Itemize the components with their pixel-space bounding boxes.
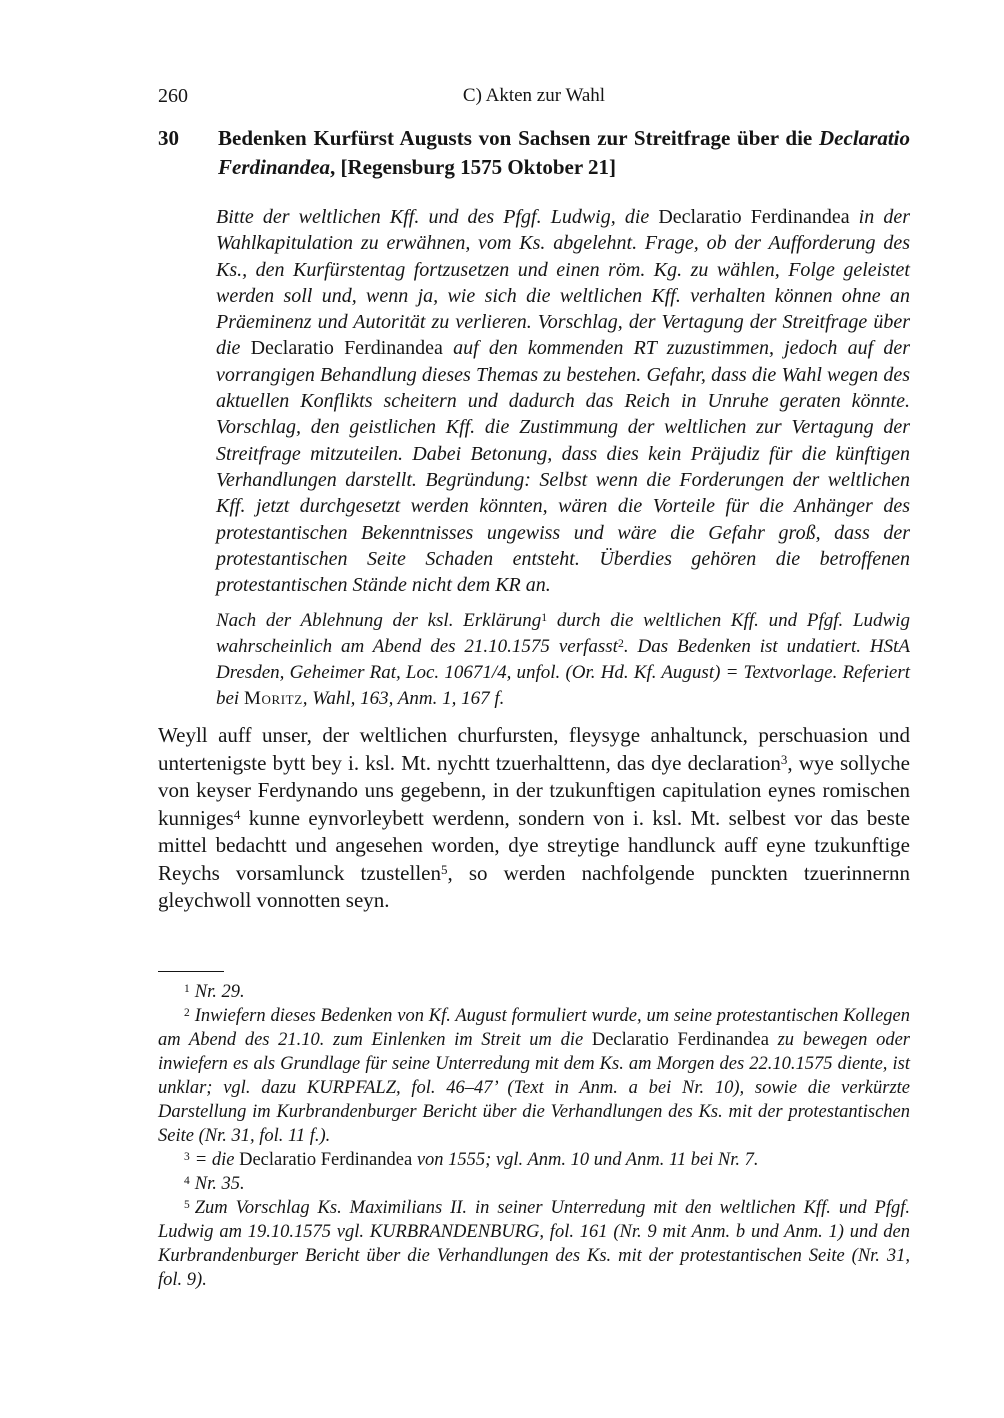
footnote-3-text-2: von 1555; vgl. Anm. 10 und Anm. 11 bei Nr. 7. [412, 1149, 759, 1170]
footnote-3-text-1: = die [194, 1149, 240, 1170]
footnote-2-text-1: Inwiefern dieses Bedenken von Kf. August formuliert wurde, um seine protestantischen Kollegen am Abend des 21.10. zum Einlenken im Streit um die [158, 1005, 910, 1050]
footnote-3-declaratio-term: Declaratio Ferdinandea [239, 1149, 413, 1170]
entry-number: 30 [158, 126, 179, 150]
text-block [158, 0, 910, 1292]
summary-text-2: in der Wahlkapitulation zu erwähnen, vom Ks. abgelehnt. Frage, ob der Aufforderung des Ks., den Kurfürstentag fortzusetzen und einen röm. Kg. zu wählen, Folge geleistet werden soll und, wenn ja, wie sich die weltlichen Kff. verhalten können ohne an Präeminenz und Autorität zu verlieren. Vorschlag, der Vertagung der Streitfrage über die [216, 206, 910, 360]
footnote-ref-2: 2 [617, 637, 624, 651]
body-text-2: , wye sollyche von keyser Ferdynando uns gegebenn, in der tzukunftigen capitulation eynes romischen kunniges [158, 750, 910, 830]
author-name-smallcaps: Moritz [243, 688, 303, 710]
summary-text-3: auf den kommenden RT zuzustimmen, jedoch auf der vorrangigen Behandlung dieses Themas zu bestehen. Gefahr, dass die Wahl wegen des aktuellen Konflikts scheitern und dadurch das Reich in Unruhe geraten könnte. Vorschlag, den geistlichen Kff. die Zustimmung der weltlichen zur Vertagung der Streitfrage mitzuteilen. Dabei Betonung, dass dies kein Präjudiz für die künftigen Verhandlungen darstellt. Begründung: Selbst wenn die Forderungen der weltlichen Kff. jetzt durchgesetzt werden könnten, wären die Vorteile für die Anhänger des protestantischen Bekenntnisses ungewiss und wäre die Gefahr groß, dass der protestantischen Seite Schaden entsteht. Überdies gehören die betroffenen protestantischen Stände nicht dem KR an. [216, 337, 910, 597]
entry-title [218, 124, 910, 182]
body-text-3: kunne eynvorleybett werdenn, sondern von i. ksl. Mt. selbest vor das beste mittel bedachtt und angesehen worden, dye streytige handlunck auff eyne tzukunftige Reychs vorsamlunck tzustellen [158, 805, 910, 885]
running-header: C) Akten zur Wahl [462, 85, 606, 106]
declaratio-term-1: Declaratio Ferdinandea [658, 206, 850, 228]
provenance-text-1: Nach der Ablehnung der ksl. Erklärung [216, 610, 542, 632]
body-text-4: , so werden nachfolgende punckten tzuerinnernn gleychwoll vonnotten seyn. [158, 860, 910, 913]
footnote-1 [158, 980, 910, 1004]
declaratio-term-2: Declaratio Ferdinandea [250, 337, 443, 360]
footnote-4 [158, 1172, 910, 1196]
summary-text-1: Bitte der weltlichen Kff. und des Pfgf. Ludwig, die [216, 206, 659, 228]
footnote-ref-3: 3 [780, 752, 788, 768]
footnote-marker-2: 2 [184, 1006, 190, 1019]
footnote-2 [158, 1004, 910, 1148]
body-paragraph [158, 722, 910, 915]
entry-title-tail: , [Regensburg 1575 Oktober 21] [330, 155, 617, 179]
entry-title-italic-term: Declaratio Ferdinandea [218, 126, 910, 179]
entry-title-text: Bedenken Kurfürst Augusts von Sachsen zur Streitfrage über die [218, 126, 820, 150]
summary-paragraph [216, 204, 910, 598]
footnote-marker-4: 4 [184, 1174, 190, 1187]
body-text-1: Weyll auff unser, der weltlichen churfursten, fleysyge anhaltunck, perschuasion und untertenigste bytt bey i. ksl. Mt. nychtt tzuerhalttenn, das dye declaration [158, 723, 910, 775]
footnote-ref-5: 5 [441, 862, 448, 878]
footnote-marker-3: 3 [184, 1150, 190, 1163]
page-header [158, 84, 910, 108]
footnote-marker-5: 5 [184, 1198, 190, 1211]
footnote-5 [158, 1196, 910, 1292]
footnote-1-text: Nr. 29. [194, 981, 245, 1002]
provenance-text-3: . Das Bedenken ist undatiert. HStA Dresden, Geheimer Rat, Loc. 10671/4, unfol. (Or. Hd. Kf. August) = Textvorlage. Referiert bei [216, 636, 910, 710]
entry-heading [158, 124, 910, 182]
provenance-note [216, 608, 910, 712]
footnote-ref-1: 1 [541, 611, 548, 625]
footnote-marker-1: 1 [184, 982, 190, 995]
footnote-3 [158, 1148, 910, 1172]
provenance-text-2: durch die weltlichen Kff. und Pfgf. Ludwig wahrscheinlich am Abend des 21.10.1575 verfasst [216, 610, 910, 658]
footnote-2-text-2: zu bewegen oder inwiefern es als Grundlage für seine Unterredung mit dem Ks. am Morgen des 22.10.1575 diente, ist unklar; vgl. dazu KURPFALZ, fol. 46–47’ (Text in Anm. a bei Nr. 10), sowie die verkürzte Darstellung im Kurbrandenburger Bericht über die Verhandlungen des Ks. mit der protestantischen Seite (Nr. 31, fol. 11 f.). [158, 1029, 910, 1146]
footnote-ref-4: 4 [233, 807, 241, 823]
footnote-4-text: Nr. 35. [194, 1173, 245, 1194]
footnote-5-text: Zum Vorschlag Ks. Maximilians II. in seiner Unterredung mit den weltlichen Kff. und Pfgf. Ludwig am 19.10.1575 vgl. KURBRANDENBURG, fol. 161 (Nr. 9 mit Anm. b und Anm. 1) und den Kurbrandenburger Bericht über die Verhandlungen des Ks. mit der protestantischen Seite (Nr. 31, fol. 9). [158, 1197, 910, 1290]
footnote-separator-rule [158, 971, 224, 972]
footnote-2-declaratio-term: Declaratio Ferdinandea [591, 1029, 769, 1050]
page-number: 260 [158, 85, 188, 107]
footnotes-section [158, 980, 910, 1292]
provenance-text-4: , Wahl, 163, Anm. 1, 167 f. [302, 688, 505, 710]
